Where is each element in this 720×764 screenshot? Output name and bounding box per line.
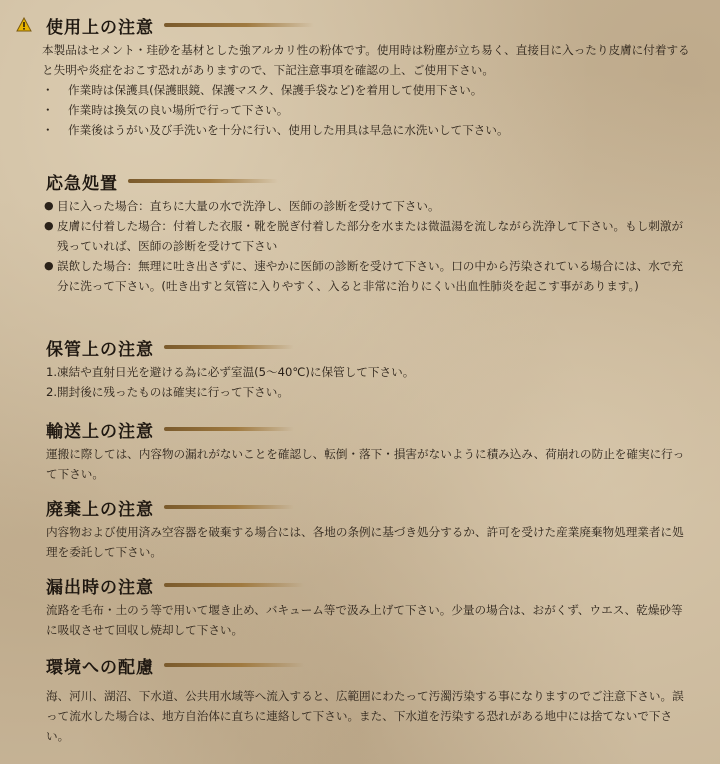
- section-disposal-caution: [46, 492, 706, 570]
- section-environment: [46, 650, 706, 750]
- section-transport-caution: [46, 414, 706, 492]
- list-item-text: 作業後はうがい及び手洗いを十分に行い、使用した用具は早急に水洗いして下さい。: [68, 123, 509, 137]
- section-storage-caution: [46, 332, 706, 414]
- list-item-text: 1.凍結や直射日光を避ける為に必ず室温(5〜40℃)に保管して下さい。: [46, 365, 415, 379]
- section-heading: [46, 332, 706, 362]
- list-item: [42, 100, 690, 120]
- section-first-aid: [46, 166, 706, 332]
- heading-underline: [164, 23, 314, 27]
- section-heading: [46, 166, 706, 196]
- list-item: [46, 382, 694, 402]
- list-item: [44, 196, 692, 216]
- section-spill-caution: [46, 570, 706, 650]
- section-heading: [46, 570, 706, 600]
- section-body: [46, 444, 694, 484]
- list-item: [42, 80, 690, 100]
- list-item-text: 作業時は保護具(保護眼鏡、保護マスク、保護手袋など)を着用して使用下さい。: [68, 83, 483, 97]
- section-heading: [46, 10, 706, 40]
- section-title: 漏出時の注意: [46, 577, 154, 598]
- paragraph: 本製品はセメント・珪砂を基材とした強アルカリ性の粉体です。使用時は粉塵が立ち易く、直接目に入ったり皮膚に付着すると失明や炎症をおこす恐れがありますので、下記注意事項を確認の上、ご使用下さい。: [42, 43, 690, 77]
- section-title: 保管上の注意: [46, 339, 154, 360]
- section-body: [44, 196, 692, 296]
- paragraph: 内容物および使用済み空容器を破棄する場合には、各地の条例に基づき処分するか、許可を受けた産業廃棄物処理業者に処理を委託して下さい。: [46, 525, 684, 559]
- list-item: [46, 362, 694, 382]
- section-usage-caution: [42, 10, 706, 166]
- heading-underline: [164, 505, 294, 509]
- bullet-mark: ●: [44, 259, 54, 272]
- heading-underline: [164, 663, 304, 667]
- section-title: 廃棄上の注意: [46, 499, 154, 520]
- list-item: [42, 120, 690, 140]
- list-item: [44, 216, 692, 256]
- heading-underline: [164, 583, 304, 587]
- section-heading: [46, 650, 706, 680]
- heading-underline: [164, 427, 294, 431]
- section-heading: [46, 492, 706, 522]
- section-body: [46, 680, 694, 746]
- list-item-text: 作業時は換気の良い場所で行って下さい。: [68, 103, 289, 117]
- paragraph: 海、河川、湖沼、下水道、公共用水域等へ流入すると、広範囲にわたって汚濁汚染する事になりますのでご注意下さい。誤って流水した場合は、地方自治体に直ちに連絡して下さい。また、下水道を汚染する恐れがある地中には捨てないで下さい。: [46, 689, 684, 743]
- section-body: [46, 522, 694, 562]
- section-heading: [46, 414, 706, 444]
- section-title: 環境への配慮: [46, 657, 154, 678]
- section-title: 応急処置: [46, 173, 118, 194]
- list-item-text: 2.開封後に残ったものは確実に行って下さい。: [46, 385, 289, 399]
- heading-underline: [164, 345, 294, 349]
- section-body: [42, 40, 690, 140]
- list-item-text: 目に入った場合：直ちに大量の水で洗浄し、医師の診断を受けて下さい。: [57, 199, 440, 213]
- list-item-text: 誤飲した場合：無理に吐き出さずに、速やかに医師の診断を受けて下さい。口の中から汚染されている場合には、水で充分に洗って下さい。(吐き出すと気管に入りやすく、入ると非常に治りにくい出血性肺炎を起こす事があります。): [57, 259, 684, 293]
- section-title: 輸送上の注意: [46, 421, 154, 442]
- bullet-mark: ●: [44, 199, 54, 212]
- list-item: [44, 256, 692, 296]
- bullet-mark: ・: [42, 83, 54, 97]
- bullet-mark: ・: [42, 103, 54, 117]
- list-item-text: 皮膚に付着した場合：付着した衣服・靴を脱ぎ付着した部分を水または微温湯を流しながら洗浄して下さい。もし刺激が残っていれば、医師の診断を受けて下さい: [57, 219, 684, 253]
- bullet-mark: ・: [42, 123, 54, 137]
- heading-underline: [128, 179, 278, 183]
- section-body: [46, 600, 694, 640]
- paragraph: 流路を毛布・土のう等で用いて堰き止め、バキューム等で汲み上げて下さい。少量の場合は、おがくず、ウエス、乾燥砂等に吸収させて回収し焼却して下さい。: [46, 603, 683, 637]
- warning-icon: [16, 17, 32, 32]
- section-body: [46, 362, 694, 402]
- section-title: 使用上の注意: [46, 17, 154, 38]
- paragraph: 運搬に際しては、内容物の漏れがないことを確認し、転倒・落下・損害がないように積み込み、荷崩れの防止を確実に行って下さい。: [46, 447, 685, 481]
- bullet-mark: ●: [44, 219, 54, 232]
